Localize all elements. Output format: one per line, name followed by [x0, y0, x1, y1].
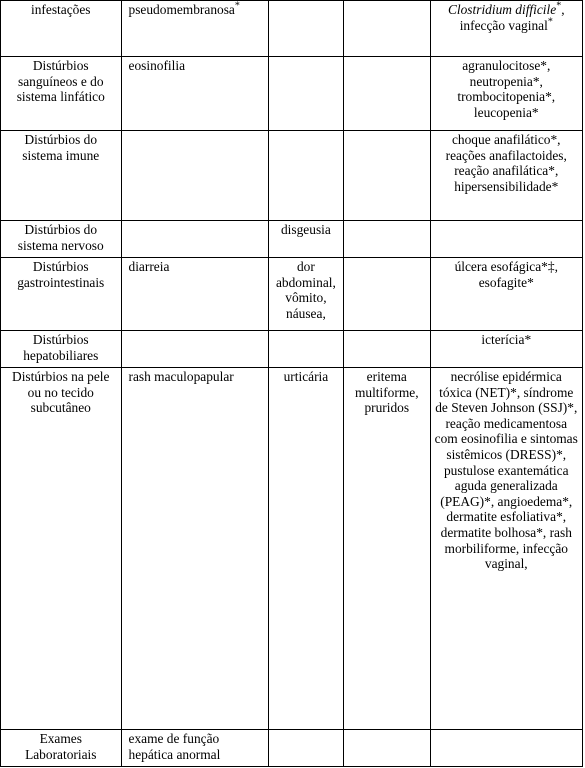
uncommon-cell: [268, 57, 343, 131]
table-row: [1, 221, 583, 258]
system-cell: Distúrbios sanguíneos e do sistema linfático: [1, 57, 122, 131]
table-row: [1, 730, 583, 767]
uncommon-cell: [268, 331, 343, 368]
table-row: [1, 57, 583, 131]
common-cell: exame de função hepática anormal: [121, 730, 268, 767]
common-cell: pseudomembranosa*: [121, 1, 268, 57]
uncommon-cell: [268, 1, 343, 57]
rare-cell: eritema multiforme, pruridos: [344, 368, 431, 730]
system-cell: Distúrbios do sistema imune: [1, 131, 122, 221]
unknown-cell: Clostridium difficile*, infecção vaginal*: [430, 1, 582, 57]
system-cell: Distúrbios gastrointestinais: [1, 258, 122, 331]
table-row: [1, 131, 583, 221]
rare-cell: [344, 1, 431, 57]
rare-cell: [344, 730, 431, 767]
unknown-cell: úlcera esofágica*‡, esofagite*: [430, 258, 582, 331]
rare-cell: [344, 258, 431, 331]
common-cell: [121, 331, 268, 368]
system-cell: infestações: [1, 1, 122, 57]
unknown-cell: icterícia*: [430, 331, 582, 368]
uncommon-cell: urticária: [268, 368, 343, 730]
rare-cell: [344, 57, 431, 131]
common-cell: eosinofilia: [121, 57, 268, 131]
system-cell: Distúrbios na pele ou no tecido subcutâneo: [1, 368, 122, 730]
common-cell: [121, 221, 268, 258]
uncommon-cell: [268, 730, 343, 767]
common-cell: diarreia: [121, 258, 268, 331]
table-row: [1, 258, 583, 331]
uncommon-cell: dor abdominal, vômito, náusea,: [268, 258, 343, 331]
common-cell: [121, 131, 268, 221]
common-cell: rash maculopapular: [121, 368, 268, 730]
unknown-cell: necrólise epidérmica tóxica (NET)*, síndrome de Steven Johnson (SSJ)*, reação medicamentosa com eosinofilia e sintomas sistêmicos (DRESS)*, pustulose exantemática aguda generalizada (PEAG)*, angioedema*, dermatite esfoliativa*, dermatite bolhosa*, rash morbiliforme, infecção vaginal,: [430, 368, 582, 730]
system-cell: Distúrbios hepatobiliares: [1, 331, 122, 368]
system-cell: Exames Laboratoriais: [1, 730, 122, 767]
rare-cell: [344, 331, 431, 368]
table-row: [1, 368, 583, 730]
unknown-cell: choque anafilático*, reações anafilactoides, reação anafilática*, hipersensibilidade*: [430, 131, 582, 221]
rare-cell: [344, 131, 431, 221]
system-cell: Distúrbios do sistema nervoso: [1, 221, 122, 258]
table-row: [1, 1, 583, 57]
rare-cell: [344, 221, 431, 258]
uncommon-cell: [268, 131, 343, 221]
unknown-cell: [430, 221, 582, 258]
unknown-cell: agranulocitose*, neutropenia*, trombocitopenia*, leucopenia*: [430, 57, 582, 131]
uncommon-cell: disgeusia: [268, 221, 343, 258]
unknown-cell: [430, 730, 582, 767]
table-row: [1, 331, 583, 368]
